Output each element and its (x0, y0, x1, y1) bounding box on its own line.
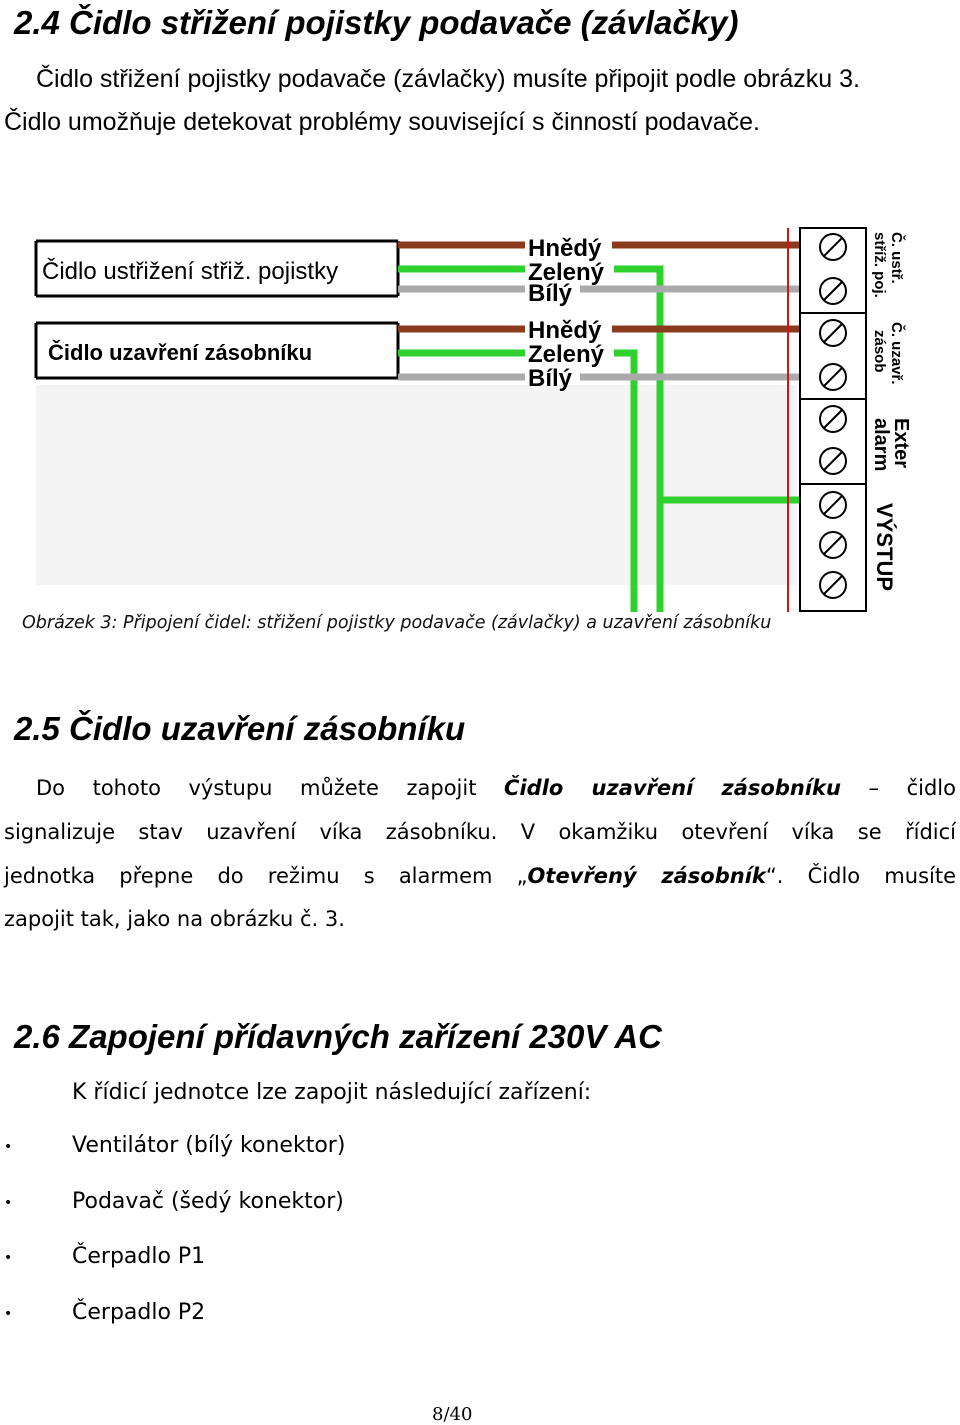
list-item: Čerpadlo P2 (72, 1300, 206, 1325)
wire-label-brown-1: Hnědý (528, 235, 602, 262)
page-number: 8/40 (432, 1404, 473, 1425)
wire-label-brown-2: Hnědý (528, 317, 602, 344)
bullet-icon: • (4, 1306, 13, 1322)
list-intro: K řídicí jednotce lze zapojit následující zařízení: (72, 1080, 592, 1105)
paragraph-line: signalizuje stav uzavření víka zásobníku. V okamžiku otevření víka se řídicí (4, 820, 956, 844)
paragraph-line: zapojit tak, jako na obrázku č. 3. (4, 907, 345, 931)
terminal-label-1b: stříž. poj. (871, 232, 888, 298)
wiring-diagram (0, 215, 960, 620)
diagram-faded-background (36, 385, 796, 585)
terminal-label-2b: zásob (871, 330, 888, 373)
wire-label-white-2: Bílý (528, 365, 573, 392)
figure-caption: Obrázek 3: Připojení čidel: střižení pojistky podavače (závlačky) a uzavření zásobníku (22, 613, 772, 633)
paragraph-line: jednotka přepne do režimu s alarmem „Otevřený zásobník“. Čidlo musíte (4, 864, 956, 888)
sensor1-label: Čidlo ustřižení střiž. pojistky (42, 258, 339, 285)
wire-label-white-1: Bílý (528, 280, 573, 307)
list-item: Čerpadlo P1 (72, 1244, 206, 1269)
terminal-label-4: VÝSTUP (872, 503, 897, 592)
paragraph-line: Do tohoto výstupu můžete zapojit Čidlo uzavření zásobníku – čidlo (36, 776, 956, 800)
wire-label-green-1: Zelený (528, 259, 605, 286)
wire-label-green-2: Zelený (528, 341, 605, 368)
paragraph-line: Čidlo střižení pojistky podavače (závlačky) musíte připojit podle obrázku 3. (36, 65, 860, 93)
terminal-label-1a: Č. ustř. (888, 232, 905, 284)
paragraph-line: Čidlo umožňuje detekovat problémy související s činností podavače. (4, 108, 760, 136)
bullet-icon: • (4, 1139, 13, 1155)
section-heading-2-4: 2.4 Čidlo střižení pojistky podavače (závlačky) (14, 4, 739, 41)
section-heading-2-5: 2.5 Čidlo uzavření zásobníku (14, 710, 466, 747)
bullet-icon: • (4, 1195, 13, 1211)
list-item: Podavač (šedý konektor) (72, 1189, 344, 1214)
list-item: Ventilátor (bílý konektor) (72, 1133, 346, 1158)
terminal-label-3b: alarm (870, 418, 892, 472)
sensor2-label: Čidlo uzavření zásobníku (48, 340, 313, 365)
bullet-icon: • (4, 1250, 13, 1266)
terminal-label-2a: Č. uzavř. (888, 322, 905, 385)
section-heading-2-6: 2.6 Zapojení přídavných zařízení 230V AC (14, 1018, 662, 1055)
terminal-screws (820, 234, 846, 598)
terminal-label-3a: Exter (890, 418, 912, 469)
